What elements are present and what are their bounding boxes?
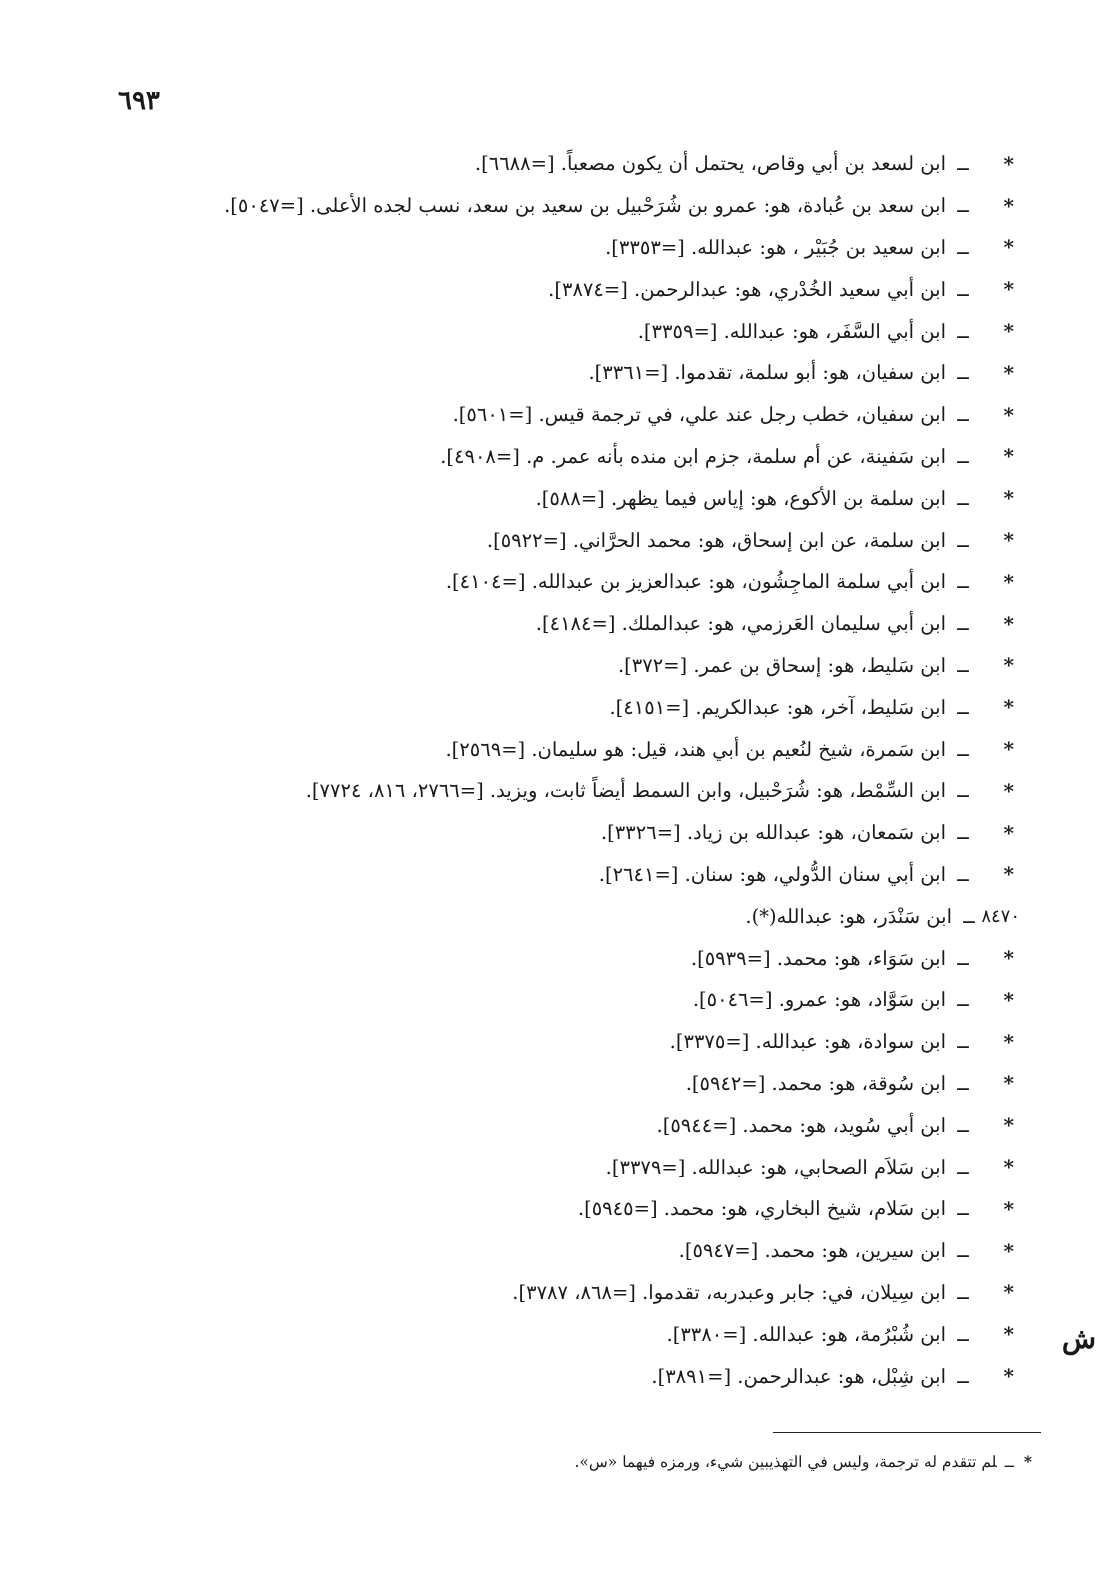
entry-dash: ــ — [957, 695, 969, 719]
entry-dash: ــ — [957, 862, 969, 886]
entry-text: ابن سَمعان، هو: عبدالله بن زياد. [=٣٣٢٦]. — [600, 821, 946, 845]
entry-row — [34, 1021, 1014, 1063]
entry-marker: * — [1003, 151, 1014, 176]
entry-text: ابن سَلاَم الصحابي، هو: عبدالله. [=٣٣٧٩]. — [605, 1155, 946, 1179]
entry-dash: ــ — [957, 277, 969, 301]
entry-row — [34, 1313, 1014, 1355]
entry-marker: * — [1003, 319, 1014, 344]
entry-text: ابن شِبْل، هو: عبدالرحمن. [=٣٨٩١]. — [651, 1364, 946, 1388]
entry-marker: * — [1003, 486, 1014, 511]
entry-dash: ــ — [957, 1030, 969, 1054]
entry-row — [34, 227, 1014, 269]
entry-dash: ــ — [957, 946, 969, 970]
page-number: ٦٩٣ — [118, 86, 160, 116]
entry-marker: * — [1003, 444, 1014, 469]
entry-text: ابن أبي سنان الدُّولي، هو: سنان. [=٢٦٤١]. — [598, 862, 946, 886]
entry-marker: * — [1003, 1322, 1014, 1347]
entry-row — [34, 854, 1014, 896]
entry-marker: * — [1003, 778, 1014, 803]
entry-dash: ــ — [957, 361, 969, 385]
entry-row — [34, 1063, 1014, 1105]
entry-text: ابن سَمرة، شيخ لنُعيم بن أبي هند، قيل: هو سليمان. [=٢٥٦٩]. — [445, 737, 946, 761]
entry-text: ابن سفيان، خطب رجل عند علي، في ترجمة قيس. [=٥٦٠١]. — [452, 403, 946, 427]
entry-marker: * — [1003, 1196, 1014, 1221]
entry-row — [34, 477, 1014, 519]
entry-dash: ــ — [957, 1364, 969, 1388]
entry-dash: ــ — [957, 319, 969, 343]
entry-row — [34, 394, 1014, 436]
entry-row — [34, 812, 1014, 854]
entry-number: ٨٤٧٠ — [981, 905, 1020, 927]
entry-text: ابن سَوَاء، هو: محمد. [=٥٩٣٩]. — [690, 946, 946, 970]
entry-row — [34, 352, 1014, 394]
entry-dash: ــ — [957, 1197, 969, 1221]
entry-dash: ــ — [957, 1113, 969, 1137]
entry-row — [34, 310, 1014, 352]
entry-row — [34, 519, 1014, 561]
entry-dash: ــ — [957, 235, 969, 259]
entry-dash: ــ — [957, 1155, 969, 1179]
entry-row — [34, 436, 1014, 478]
entry-text: ابن سعد بن عُبادة، هو: عمرو بن شُرَحْبيل بن سعيد بن سعد، نسب لجده الأعلى. [=٥٠٤٧]. — [224, 194, 946, 218]
entry-dash: ــ — [957, 1322, 969, 1346]
entry-dash: ــ — [963, 904, 975, 928]
entry-marker: * — [1003, 946, 1014, 971]
entry-marker: * — [1003, 737, 1014, 762]
entry-row — [34, 1188, 1014, 1230]
entry-marker: * — [1003, 653, 1014, 678]
entry-marker: * — [1003, 1364, 1014, 1388]
entry-text: ابن سفيان، هو: أبو سلمة، تقدموا. [=٣٣٦١]. — [588, 361, 946, 385]
entry-dash: ــ — [957, 1280, 969, 1304]
entry-row — [34, 895, 1020, 937]
entry-marker: * — [1003, 402, 1014, 427]
entry-text: ابن سوادة، هو: عبدالله. [=٣٣٧٥]. — [669, 1030, 946, 1054]
entry-marker: * — [1003, 611, 1014, 636]
entry-dash: ــ — [957, 737, 969, 761]
entry-dash: ــ — [957, 779, 969, 803]
entry-text: ابن سِيلان، في: جابر وعبدربه، تقدموا. [=٨٦٨، ٣٧٨٧]. — [512, 1280, 946, 1304]
entry-text: ابن سيرين، هو: محمد. [=٥٩٤٧]. — [678, 1239, 946, 1263]
entry-row — [34, 937, 1014, 979]
entry-dash: ــ — [957, 1071, 969, 1095]
entry-row — [34, 603, 1014, 645]
entry-row — [34, 770, 1014, 812]
entry-dash: ــ — [957, 486, 969, 510]
entry-dash: ــ — [957, 988, 969, 1012]
entry-text: ابن أبي السَّفَر، هو: عبدالله. [=٣٣٥٩]. — [637, 319, 946, 343]
entry-marker: * — [1003, 528, 1014, 553]
entry-row — [34, 1355, 1014, 1397]
footnote-dash: ــ — [1004, 1453, 1014, 1471]
entry-dash: ــ — [957, 194, 969, 218]
entry-marker: * — [1003, 1280, 1014, 1305]
entry-row — [34, 645, 1014, 687]
entry-row — [34, 979, 1014, 1021]
entry-row — [34, 686, 1014, 728]
entry-marker: * — [1003, 277, 1014, 302]
entry-marker: * — [1003, 1029, 1014, 1054]
entry-row — [34, 1230, 1014, 1272]
footnote — [574, 1452, 1032, 1471]
entry-text: ابن سلمة بن الأكوع، هو: إياس فيما يظهر. [=٥٨٨]. — [535, 486, 946, 510]
entry-row — [34, 561, 1014, 603]
entry-dash: ــ — [957, 653, 969, 677]
entry-text: ابن أبي سلمة الماجِشُون، هو: عبدالعزيز بن عبدالله. [=٤١٠٤]. — [445, 570, 946, 594]
entry-marker: * — [1003, 1113, 1014, 1138]
entry-row — [34, 728, 1014, 770]
entry-text: ابن سُوقة، هو: محمد. [=٥٩٤٢]. — [685, 1071, 946, 1095]
entry-text: ابن أبي سُويد، هو: محمد. [=٥٩٤٤]. — [656, 1113, 946, 1137]
entry-text: ابن سلمة، عن ابن إسحاق، هو: محمد الحرَّاني. [=٥٩٢٢]. — [486, 528, 946, 552]
entry-marker: * — [1003, 987, 1014, 1012]
entry-text: ابن سَليط، آخر، هو: عبدالكريم. [=٤١٥١]. — [609, 695, 946, 719]
entry-marker: * — [1003, 1155, 1014, 1180]
entry-row — [34, 1272, 1014, 1314]
entry-marker: * — [1003, 1238, 1014, 1263]
entry-dash: ــ — [957, 612, 969, 636]
entry-marker: * — [1003, 820, 1014, 845]
entry-dash: ــ — [957, 821, 969, 845]
entry-row — [34, 268, 1014, 310]
entries-list — [34, 143, 1020, 1397]
entry-text: ابن سَلام، شيخ البخاري، هو: محمد. [=٥٩٤٥]. — [577, 1197, 946, 1221]
entry-row — [34, 1146, 1014, 1188]
entry-marker: * — [1003, 193, 1014, 218]
entry-text: ابن سَليط، هو: إسحاق بن عمر. [=٣٧٢]. — [617, 653, 946, 677]
entry-marker: * — [1003, 235, 1014, 260]
footnote-marker: * — [1023, 1452, 1032, 1471]
entry-text: ابن السِّمْط، هو: شُرَحْبيل، وابن السمط أيضاً ثابت، ويزيد. [=٢٧٦٦، ٨١٦، ٧٧٢٤]. — [305, 779, 946, 803]
entry-row — [34, 185, 1014, 227]
entry-dash: ــ — [957, 152, 969, 176]
entry-text: ابن أبي سليمان العَرزمي، هو: عبدالملك. [=٤١٨٤]. — [535, 612, 946, 636]
entry-text: ابن لسعد بن أبي وقاص، يحتمل أن يكون مصعباً. [=٦٦٨٨]. — [474, 152, 946, 176]
entry-marker: * — [1003, 569, 1014, 594]
entry-marker: * — [1003, 1071, 1014, 1096]
entry-text: ابن سَفينة، عن أم سلمة، جزم ابن منده بأنه عمر. م. [=٤٩٠٨]. — [440, 444, 946, 468]
entry-dash: ــ — [957, 1239, 969, 1263]
footnote-divider — [773, 1432, 1041, 1433]
entry-marker: * — [1003, 360, 1014, 385]
entry-text: ابن أبي سعيد الخُدْري، هو: عبدالرحمن. [=٣٨٧٤]. — [548, 277, 946, 301]
entry-marker: * — [1003, 862, 1014, 887]
entry-dash: ــ — [957, 403, 969, 427]
entry-text: ابن سعيد بن جُبَيْر ، هو: عبدالله. [=٣٣٥٣]. — [605, 235, 946, 259]
entry-dash: ــ — [957, 444, 969, 468]
entry-row — [34, 143, 1014, 185]
entry-text: ابن شُبْرُمة، هو: عبدالله. [=٣٣٨٠]. — [666, 1322, 946, 1346]
footnote-text: لم تتقدم له ترجمة، وليس في التهذيبين شيء، ورمزه فيهما «س». — [574, 1453, 997, 1471]
entry-text: ابن سَوَّاد، هو: عمرو. [=٥٠٤٦]. — [692, 988, 946, 1012]
entry-marker: * — [1003, 695, 1014, 720]
entry-row — [34, 1104, 1014, 1146]
entry-text: ابن سَنْدَر، هو: عبدالله(*). — [745, 904, 952, 928]
entry-dash: ــ — [957, 570, 969, 594]
entry-dash: ــ — [957, 528, 969, 552]
section-letter: ش — [1061, 1322, 1096, 1355]
